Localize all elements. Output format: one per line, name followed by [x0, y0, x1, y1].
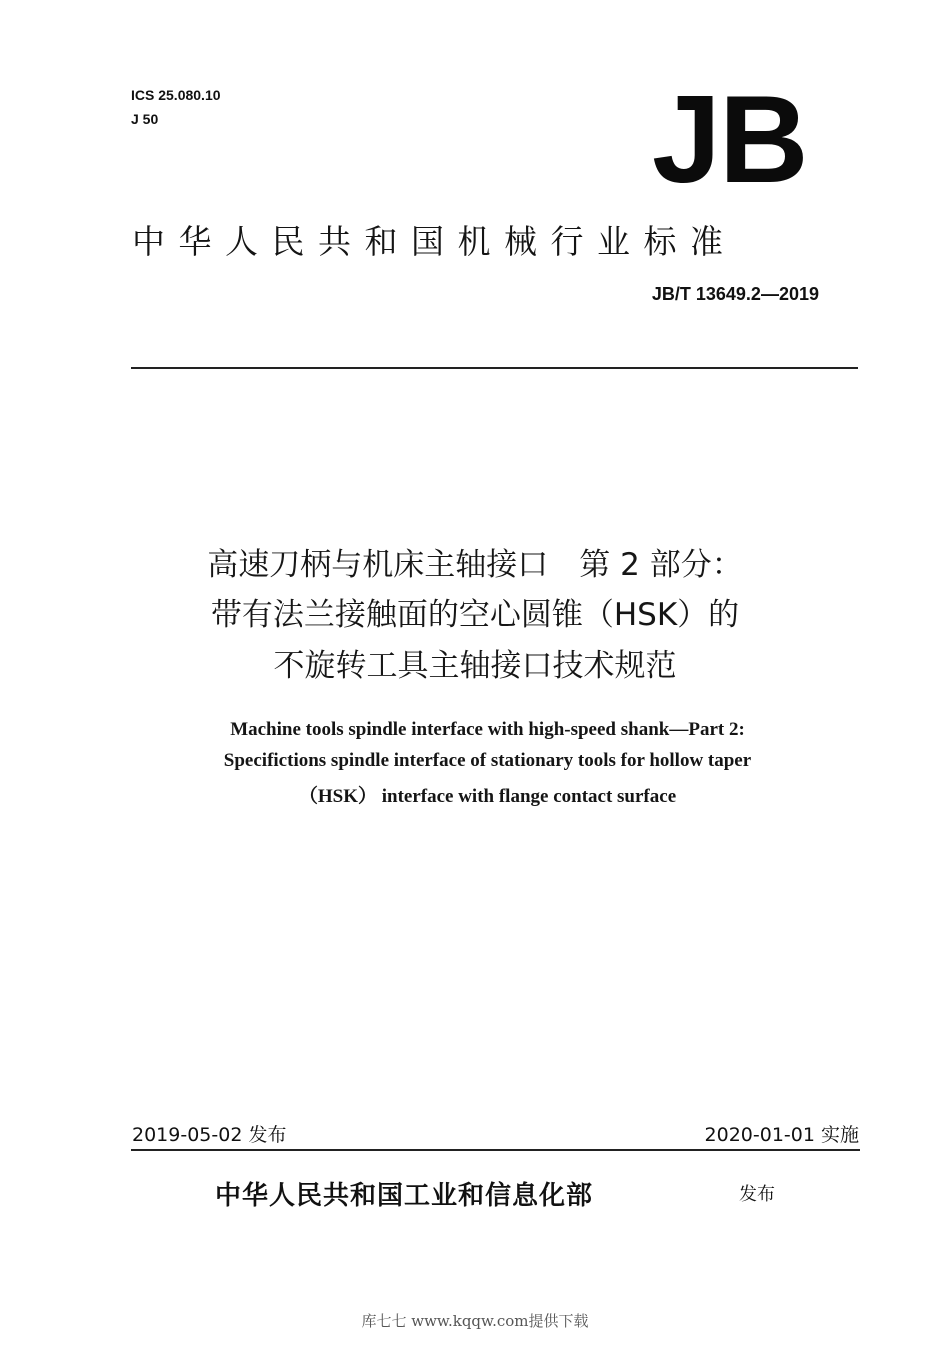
footer-divider: [131, 1149, 860, 1151]
ccs-code: J 50: [131, 111, 159, 127]
ics-code: ICS 25.080.10: [131, 87, 221, 103]
title-en-line-2: Specifictions spindle interface of stationary tools for hollow taper: [223, 750, 752, 771]
title-cn-line-3: 不旋转工具主轴接口技术规范: [273, 648, 677, 684]
standard-type: 中华人民共和国机械行业标准: [132, 222, 737, 261]
standard-number: JB/T 13649.2—2019: [651, 284, 819, 304]
title-cn-line-1: 高速刀柄与机床主轴接口 第 2 部分：: [207, 547, 743, 583]
header-divider: [131, 367, 858, 369]
issue-date: 2019-05-02 发布: [132, 1124, 287, 1146]
issuing-authority-suffix: 发布: [739, 1184, 775, 1205]
title-en-line-1: Machine tools spindle interface with high-speed shank—Part 2:: [230, 719, 745, 740]
title-en-line-3: （HSK） interface with flange contact surface: [298, 786, 677, 807]
issuing-authority: 中华人民共和国工业和信息化部: [215, 1181, 594, 1211]
download-watermark: 库七七 www.kqqw.com提供下载: [361, 1312, 589, 1330]
jb-logo: JB: [652, 71, 807, 209]
implementation-date: 2020-01-01 实施: [704, 1124, 859, 1146]
title-cn-line-2: 带有法兰接触面的空心圆锥（HSK）的: [210, 597, 740, 633]
